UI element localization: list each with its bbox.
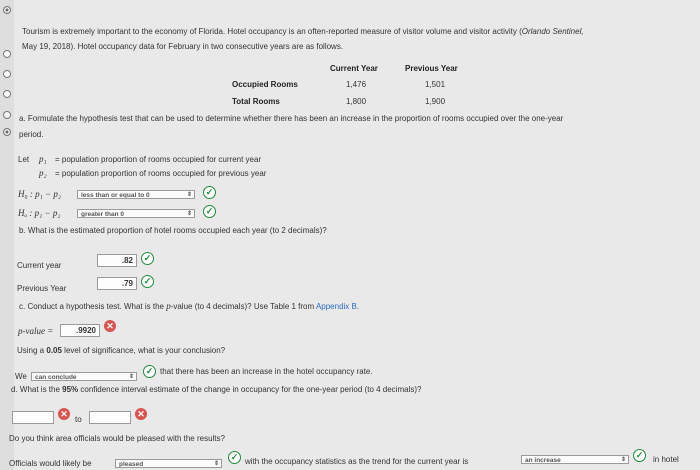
p2-symbol: p₂ <box>39 168 47 178</box>
conclusion-question <box>17 346 225 355</box>
table-row-label: Occupied Rooms <box>232 80 298 89</box>
intro-line1: Tourism is extremely important to the economy of Florida. Hotel occupancy is an often-reported measure of visitor volume and visitor activity ( <box>22 27 522 36</box>
appendix-link[interactable]: Appendix B <box>315 302 357 311</box>
part-selector-2[interactable] <box>3 70 11 78</box>
previous-year-input[interactable]: .79 <box>97 277 137 290</box>
incorrect-x-icon: ✕ <box>58 408 70 420</box>
final-end-text: in hotel <box>653 455 679 464</box>
part-d-text: confidence interval estimate of the change in occupancy for the one-year period (to 4 decimals)? <box>78 385 422 394</box>
conclusion-after-text: that there has been an increase in the hotel occupancy rate. <box>160 367 373 376</box>
correct-check-icon: ✓ <box>228 451 241 464</box>
intro-text-2: May 19, 2018). Hotel occupancy data for February in two consecutive years are as follows. <box>22 42 344 51</box>
table-cell: 1,900 <box>425 97 446 106</box>
table-cell: 1,476 <box>346 80 367 89</box>
conclusion-text: level of significance, what is your conclusion? <box>61 346 226 355</box>
p1-symbol: p₁ <box>39 154 47 164</box>
trend-select-value: an increase <box>525 457 561 464</box>
chevron-icon: ⇕ <box>213 461 219 467</box>
final-question: Do you think area officials would be pleased with the results? <box>9 434 225 443</box>
alpha-value: 0.05 <box>46 346 62 355</box>
part-a-question-2: period. <box>19 130 44 139</box>
h0-select[interactable] <box>77 190 195 199</box>
part-c-question <box>19 301 359 311</box>
part-c-text: -value (to 4 decimals)? Use Table 1 from <box>170 302 316 311</box>
officials-select[interactable] <box>115 459 222 468</box>
current-year-label: Current year <box>17 261 62 270</box>
p-symbol: p <box>166 301 171 311</box>
table-row-label: Total Rooms <box>232 97 280 106</box>
part-d-question <box>11 385 421 394</box>
conclusion-select-value: can conclude <box>35 374 77 381</box>
let-label: Let <box>18 155 30 164</box>
officials-label: Officials would likely be <box>9 459 92 468</box>
p1-definition: = population proportion of rooms occupied for current year <box>55 155 262 164</box>
part-b-question: b. What is the estimated proportion of hotel rooms occupied each year (to 2 decimals)? <box>19 226 327 235</box>
table-header-previous: Previous Year <box>405 64 458 73</box>
correct-check-icon: ✓ <box>203 186 216 199</box>
part-selector-intro[interactable] <box>3 6 11 14</box>
ha-label: Hₐ : p₁ − p₂ <box>18 208 61 218</box>
incorrect-x-icon: ✕ <box>135 408 147 420</box>
current-year-input[interactable]: .82 <box>97 254 137 267</box>
part-c-text: c. Conduct a hypothesis test. What is the <box>19 302 167 311</box>
officials-select-value: pleased <box>119 461 144 468</box>
officials-middle-text: with the occupancy statistics as the trend for the current year is <box>245 457 469 466</box>
part-d-text: d. What is the <box>11 385 63 394</box>
incorrect-x-icon: ✕ <box>104 320 116 332</box>
confidence-level: 95% <box>62 385 79 394</box>
previous-year-label: Previous Year <box>17 284 67 293</box>
chevron-icon: ⇕ <box>128 374 134 380</box>
part-c-text: . <box>356 302 360 311</box>
pvalue-input[interactable]: .9920 <box>60 324 100 337</box>
conclusion-text: Using a <box>17 346 47 355</box>
part-selector-3[interactable] <box>3 90 11 98</box>
ha-select[interactable] <box>77 209 195 218</box>
ha-select-value: greater than 0 <box>81 211 124 218</box>
ci-to-label: to <box>75 415 82 424</box>
part-selector-1[interactable] <box>3 50 11 58</box>
pvalue-label: p-value = <box>18 326 54 336</box>
correct-check-icon: ✓ <box>633 449 646 462</box>
part-selector-4[interactable] <box>3 111 11 119</box>
intro-text <box>22 27 584 36</box>
ci-lower-input[interactable] <box>12 411 54 424</box>
part-selector-5[interactable] <box>3 128 11 136</box>
table-header-current: Current Year <box>330 64 378 73</box>
correct-check-icon: ✓ <box>141 252 154 265</box>
we-label: We <box>15 372 27 381</box>
conclusion-select[interactable] <box>31 372 137 381</box>
ci-upper-input[interactable] <box>89 411 131 424</box>
correct-check-icon: ✓ <box>203 205 216 218</box>
intro-source: Orlando Sentinel, <box>521 27 584 36</box>
correct-check-icon: ✓ <box>143 365 156 378</box>
table-cell: 1,800 <box>346 97 367 106</box>
h0-select-value: less than or equal to 0 <box>81 192 150 199</box>
p2-definition: = population proportion of rooms occupied for previous year <box>55 169 267 178</box>
part-a-question: a. Formulate the hypothesis test that can be used to determine whether there has been an increase in the proportion of rooms occupied over the one-year <box>19 114 564 123</box>
chevron-icon: ⇕ <box>186 211 192 217</box>
correct-check-icon: ✓ <box>141 275 154 288</box>
chevron-icon: ⇕ <box>620 457 626 463</box>
chevron-icon: ⇕ <box>186 192 192 198</box>
trend-select[interactable] <box>521 455 629 464</box>
table-cell: 1,501 <box>425 80 446 89</box>
h0-label: H₀ : p₁ − p₂ <box>18 189 61 199</box>
